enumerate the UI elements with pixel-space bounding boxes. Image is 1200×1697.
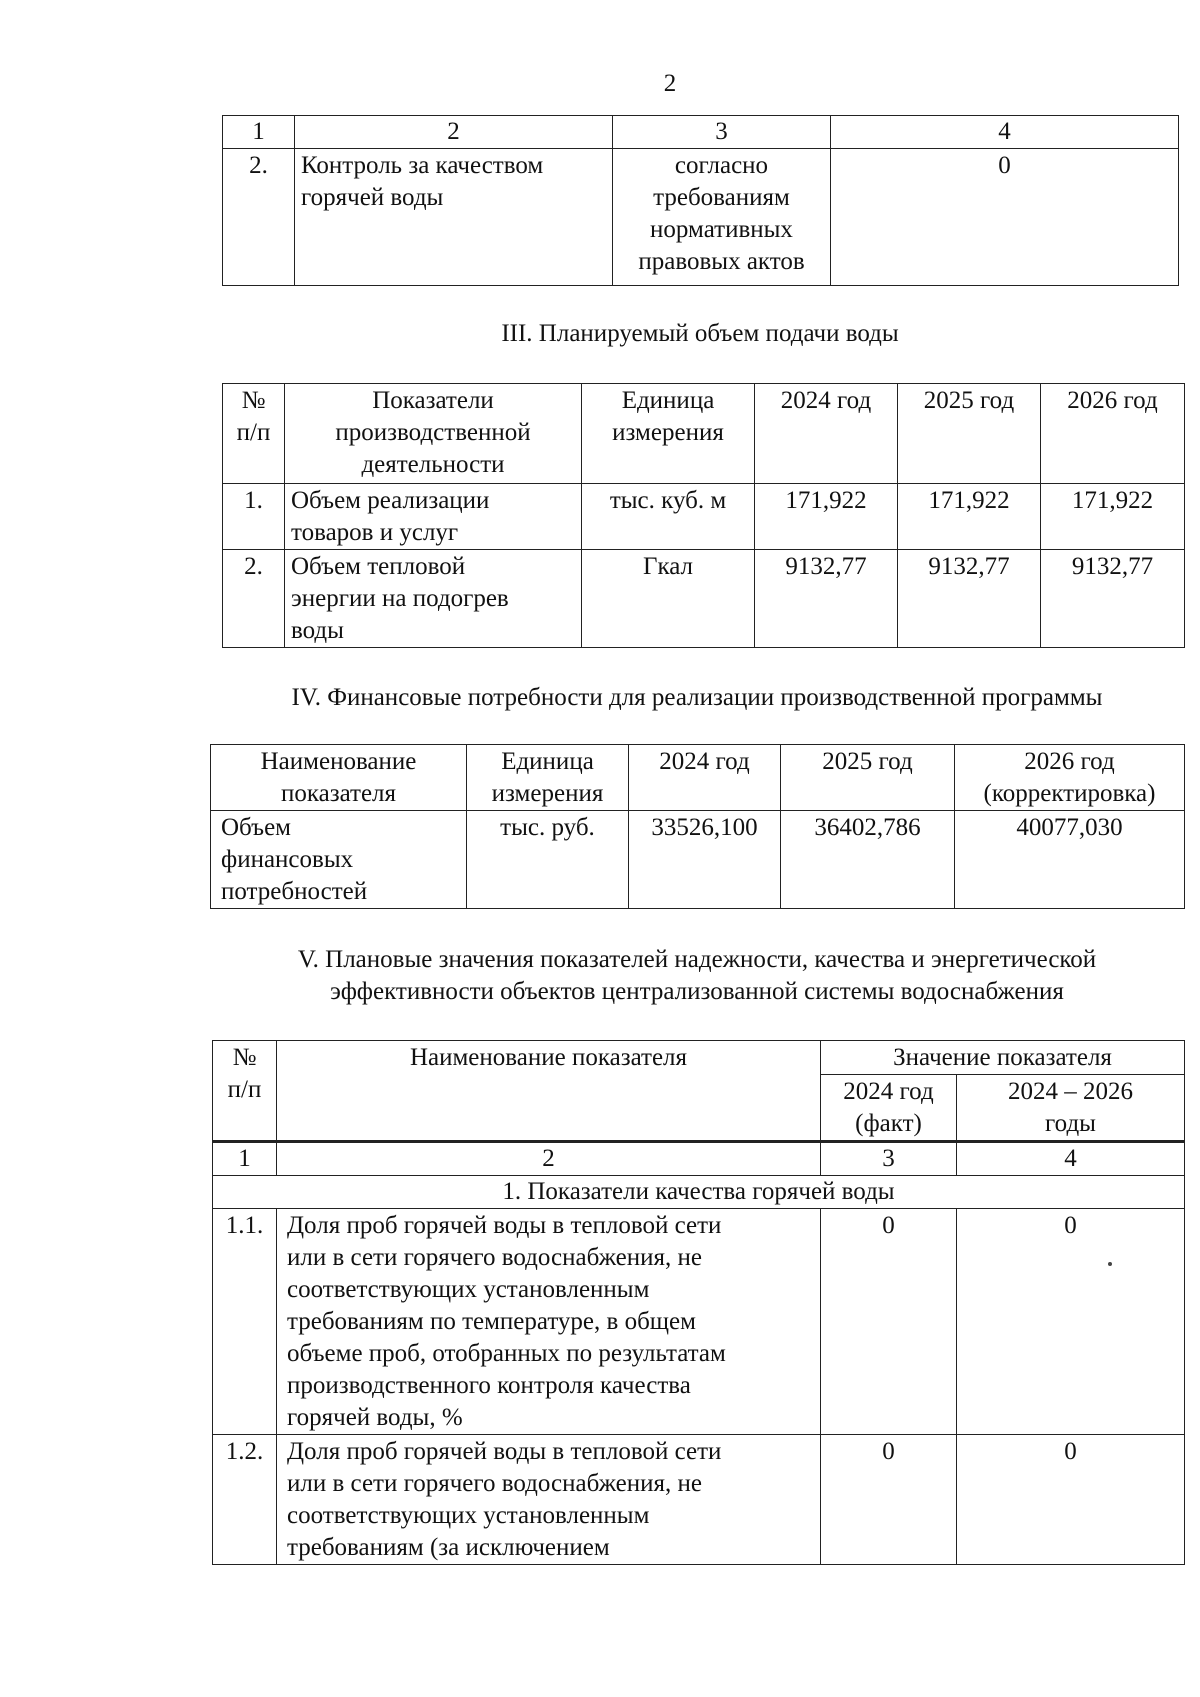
header-cell: 2 (295, 116, 613, 149)
text-line: правовых актов (638, 248, 805, 275)
row-number: 1.1. (213, 1209, 277, 1435)
text-line: 2024 год (843, 1078, 934, 1105)
header-value-group: Значение показателя (821, 1041, 1185, 1075)
group-row (213, 1176, 1185, 1209)
text-line: нормативных (650, 216, 793, 243)
header-year-2024: 2024 год (629, 745, 781, 811)
row-value-2024: 9132,77 (755, 550, 898, 648)
row-name (295, 149, 613, 286)
row-value: 0 (831, 149, 1179, 286)
table-row (211, 811, 1185, 909)
header-cell: 4 (831, 116, 1179, 149)
header-name: Наименование показателя (277, 1041, 821, 1142)
text-line: показателя (280, 780, 397, 807)
text-line: воды (291, 617, 344, 644)
row-value-2026: 40077,030 (955, 811, 1185, 909)
text-line: Наименование (260, 748, 417, 775)
row-number: 2. (223, 550, 285, 648)
text-line: согласно (674, 152, 769, 179)
text-line: товаров и услуг (291, 519, 459, 546)
row-unit: тыс. куб. м (582, 484, 755, 550)
text-line: 2026 год (1024, 748, 1115, 775)
table-header-row (211, 745, 1185, 811)
row-value-2025: 9132,77 (898, 550, 1041, 648)
header-unit (467, 745, 629, 811)
header-col3 (821, 1075, 957, 1142)
text-line: Доля проб горячей воды в тепловой сети (287, 1438, 722, 1465)
row-value-2024: 33526,100 (629, 811, 781, 909)
text-line: требованиям (за исключением (287, 1534, 610, 1561)
text-line: соответствующих установленным (287, 1502, 650, 1529)
table-indicators (212, 1040, 1185, 1565)
text-line: объеме проб, отобранных по результатам (287, 1340, 726, 1367)
row-number: 2. (223, 149, 295, 286)
row-value-2024: 171,922 (755, 484, 898, 550)
text-line: (факт) (855, 1110, 922, 1137)
header-col4 (957, 1075, 1185, 1142)
row-requirement (613, 149, 831, 286)
text-line: № (232, 1044, 257, 1071)
text-line: № (241, 387, 266, 414)
text-line: производственной (335, 419, 531, 446)
text-line: деятельности (361, 451, 505, 478)
page-number: 2 (663, 70, 677, 97)
text-line: соответствующих установленным (287, 1276, 650, 1303)
row-name (211, 811, 467, 909)
header-cell: 3 (613, 116, 831, 149)
header-indicator (285, 384, 582, 484)
header-year-2024: 2024 год (755, 384, 898, 484)
header-num (213, 1041, 277, 1142)
table-row (223, 550, 1185, 648)
row-text (277, 1435, 821, 1565)
table-row (223, 484, 1185, 550)
text-line: п/п (236, 419, 271, 446)
text-line: требованиям по температуре, в общем (287, 1308, 696, 1335)
row-text (277, 1209, 821, 1435)
table-water-supply (222, 383, 1185, 648)
text-line: п/п (227, 1076, 262, 1103)
text-line: эффективности объектов централизованной системы водоснабжения (330, 978, 1064, 1005)
text-line: Единица (621, 387, 715, 414)
text-line: горячей воды (301, 184, 444, 211)
row-name (285, 550, 582, 648)
table-financial-needs (210, 744, 1185, 909)
row-value-col4: 0 (957, 1435, 1185, 1565)
row-unit: Гкал (582, 550, 755, 648)
group-title: 1. Показатели качества горячей воды (213, 1176, 1185, 1209)
table-header-row (223, 116, 1179, 149)
header-num (223, 384, 285, 484)
header-year-2025: 2025 год (898, 384, 1041, 484)
header-year-2025: 2025 год (781, 745, 955, 811)
text-line: 2024 – 2026 (1008, 1078, 1133, 1105)
text-line: измерения (612, 419, 724, 446)
row-value-2025: 36402,786 (781, 811, 955, 909)
text-line: Объем реализации (291, 487, 490, 514)
row-value-2025: 171,922 (898, 484, 1041, 550)
text-line: (корректировка) (983, 780, 1156, 807)
text-line: Объем (221, 814, 291, 841)
text-line: или в сети горячего водоснабжения, не (287, 1470, 702, 1497)
text-line: Показатели (372, 387, 494, 414)
text-line: Единица (501, 748, 594, 775)
table-top (222, 115, 1179, 286)
row-number: 1. (223, 484, 285, 550)
text-line: финансовых (221, 846, 354, 873)
text-line: горячей воды, % (287, 1404, 463, 1431)
text-line: Контроль за качеством (301, 152, 544, 179)
numbering-row (213, 1142, 1185, 1176)
row-value-2026: 171,922 (1041, 484, 1185, 550)
text-line: производственного контроля качества (287, 1372, 691, 1399)
header-cell: 1 (223, 116, 295, 149)
text-line: потребностей (221, 878, 368, 905)
row-value-col4: 0 (957, 1209, 1185, 1435)
row-number: 1.2. (213, 1435, 277, 1565)
row-value-2026: 9132,77 (1041, 550, 1185, 648)
section5-title (210, 944, 1184, 1008)
row-value-col3: 0 (821, 1209, 957, 1435)
text-line: требованиям (653, 184, 790, 211)
text-line: V. Плановые значения показателей надежности, качества и энергетической (297, 946, 1097, 973)
text-line: годы (1045, 1110, 1096, 1137)
text-line: Доля проб горячей воды в тепловой сети (287, 1212, 722, 1239)
numbering-cell: 1 (213, 1142, 277, 1176)
header-name (211, 745, 467, 811)
section4-title: IV. Финансовые потребности для реализации производственной программы (291, 684, 1103, 711)
numbering-cell: 2 (277, 1142, 821, 1176)
table-row (213, 1435, 1185, 1565)
table-row (223, 149, 1179, 286)
text-line: измерения (491, 780, 604, 807)
numbering-cell: 3 (821, 1142, 957, 1176)
table-header-row (213, 1041, 1185, 1075)
header-year-2026: 2026 год (1041, 384, 1185, 484)
row-value-col3: 0 (821, 1435, 957, 1565)
header-year-2026 (955, 745, 1185, 811)
text-line: Объем тепловой (291, 553, 466, 580)
numbering-cell: 4 (957, 1142, 1185, 1176)
text-line: энергии на подогрев (291, 585, 509, 612)
table-header-row (223, 384, 1185, 484)
section3-title: III. Планируемый объем подачи воды (501, 320, 899, 347)
header-unit (582, 384, 755, 484)
text-line: или в сети горячего водоснабжения, не (287, 1244, 702, 1271)
table-row (213, 1209, 1185, 1435)
row-name (285, 484, 582, 550)
row-unit: тыс. руб. (467, 811, 629, 909)
scan-speck (1108, 1262, 1112, 1266)
